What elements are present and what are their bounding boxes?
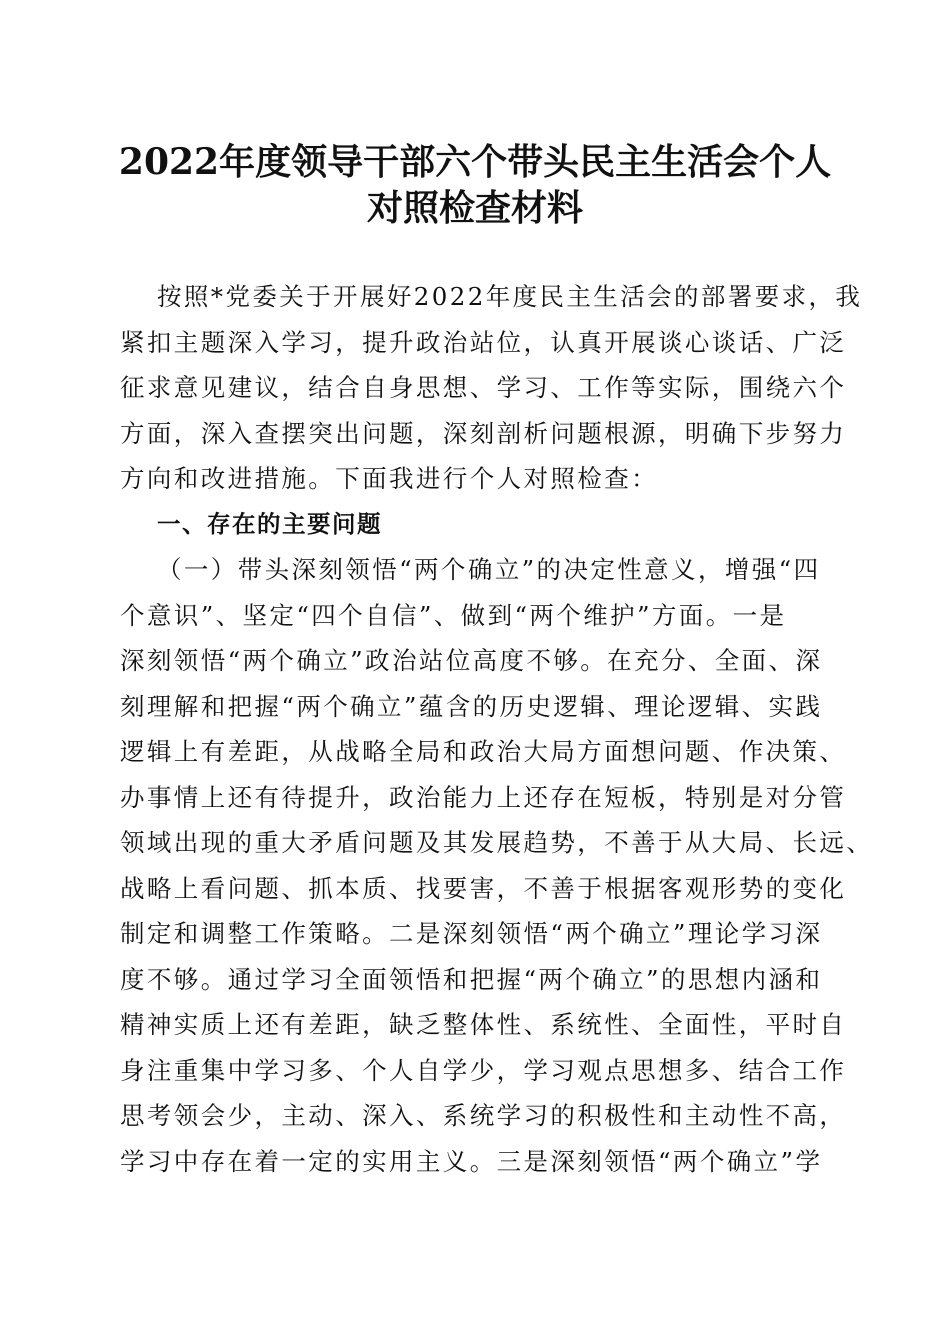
section-heading: 一、存在的主要问题 [157, 509, 382, 538]
section-paragraph-line: 度不够。通过学习全面领悟和把握“两个确立”的思想内涵和 [120, 964, 823, 994]
document-body [120, 274, 874, 1184]
intro-paragraph-line: 按照*党委关于开展好2022年度民主生活会的部署要求，我 [157, 282, 863, 311]
section-paragraph-line: 深刻领悟“两个确立”政治站位高度不够。在充分、全面、深 [120, 646, 823, 675]
intro-paragraph-line: 紧扣主题深入学习，提升政治站位，认真开展谈心谈话、广泛 [120, 327, 847, 357]
section-paragraph-line: 刻理解和把握“两个确立”蕴含的历史逻辑、理论逻辑、实践 [120, 691, 823, 721]
document-title-line-1: 2022年度领导干部六个带头民主生活会个人 [118, 141, 832, 183]
section-paragraph-line: 身注重集中学习多、个人自学少，学习观点思想多、结合工作 [120, 1055, 847, 1085]
intro-paragraph-line: 方面，深入查摆突出问题，深刻剖析问题根源，明确下步努力 [120, 418, 847, 448]
section-paragraph-line: 战略上看问题、抓本质、找要害，不善于根据客观形势的变化 [120, 873, 847, 903]
section-paragraph-line: 学习中存在着一定的实用主义。三是深刻领悟“两个确立”学 [120, 1146, 823, 1176]
intro-paragraph-line: 征求意见建议，结合自身思想、学习、工作等实际，围绕六个 [120, 373, 847, 402]
intro-paragraph-line: 方向和改进措施。下面我进行个人对照检查： [120, 464, 658, 493]
section-paragraph-line: 个意识”、坚定“四个自信”、做到“两个维护”方面。一是 [120, 600, 787, 630]
section-paragraph-line: （一）带头深刻领悟“两个确立”的决定性意义，增强“四 [157, 555, 821, 584]
section-paragraph-line: 办事情上还有待提升，政治能力上还存在短板，特别是对分管 [120, 782, 847, 812]
section-paragraph-line: 制定和调整工作策略。二是深刻领悟“两个确立”理论学习深 [120, 919, 823, 948]
section-paragraph-line: 精神实质上还有差距，缺乏整体性、系统性、全面性，平时自 [120, 1010, 847, 1039]
section-paragraph-line: 领域出现的重大矛盾问题及其发展趋势，不善于从大局、长远、 [120, 828, 874, 857]
section-paragraph-line: 逻辑上有差距，从战略全局和政治大局方面想问题、作决策、 [120, 737, 847, 766]
document-title-line-2: 对照检查材料 [366, 187, 583, 229]
section-paragraph-line: 思考领会少，主动、深入、系统学习的积极性和主动性不高， [120, 1101, 847, 1130]
